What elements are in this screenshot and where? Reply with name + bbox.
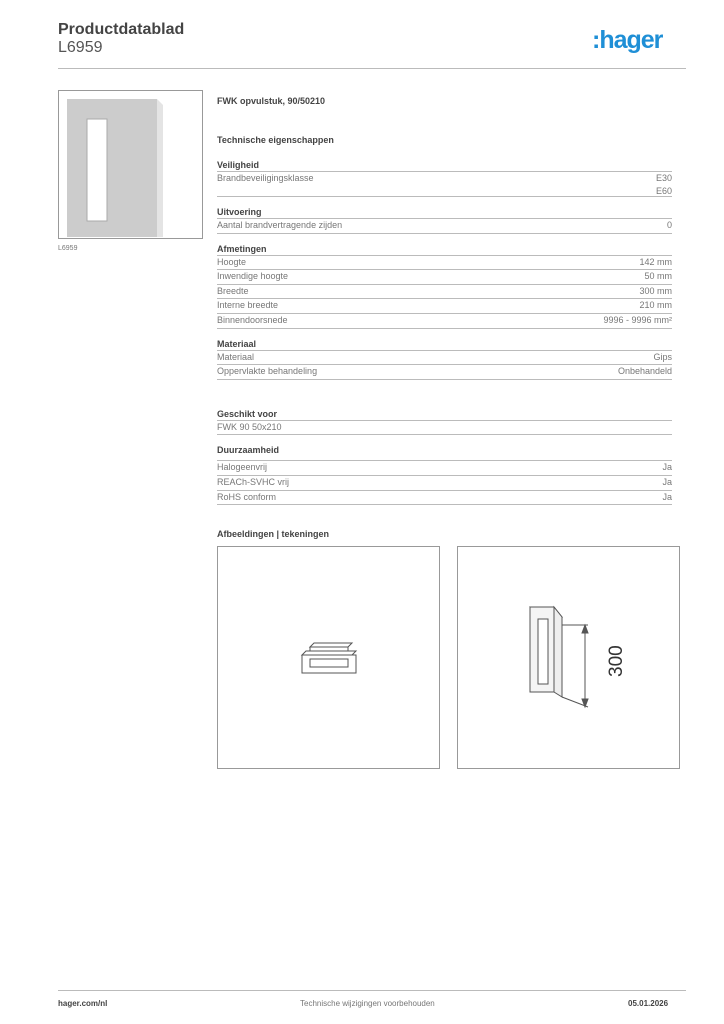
row-value: Onbehandeld [617,366,672,377]
row-value: E60 [655,186,672,196]
section-title: Veiligheid [217,160,672,172]
section-title: Afmetingen [217,244,672,256]
table-row [217,476,672,491]
row-label: Inwendige hoogte [217,271,289,282]
row-label: FWK 90 50x210 [217,421,282,432]
row-value: E30 [655,173,672,183]
row-label: REACh-SVHC vrij [217,476,290,487]
product-code: L6959 [58,39,103,56]
row-value: Gips [653,351,672,362]
hager-logo: :hager [592,26,663,54]
row-label: Interne breedte [217,300,279,311]
dimension-label: 300 [606,645,627,677]
footer-date: 05.01.2026 [628,999,669,1008]
header-divider [58,68,686,69]
footer-divider [58,990,686,991]
section-title: Uitvoering [217,207,672,219]
product-drawing-2 [457,546,680,769]
row-label: Breedte [217,285,249,296]
spec-table [217,96,672,554]
row-label: Oppervlakte behandeling [217,366,318,377]
section-title: Materiaal [217,339,672,351]
row-label: Aantal brandvertragende zijden [217,220,343,230]
thumbnail-caption: L6959 [58,245,78,252]
table-row [217,491,672,506]
product-title: FWK opvulstuk, 90/50210 [217,96,326,106]
row-value: 50 mm [644,271,672,282]
row-value: Ja [662,462,672,473]
table-row [217,172,672,197]
table-row [217,219,672,234]
row-value: Ja [662,491,672,502]
footer-disclaimer: Technische wijzigingen voorbehouden [300,999,435,1008]
row-value: 142 mm [639,256,672,267]
section-title: Duurzaamheid [217,445,672,461]
row-value: 0 [666,220,672,230]
table-row [217,270,672,285]
table-row [217,314,672,329]
row-value: 9996 - 9996 mm² [603,314,672,325]
page-title: Productdatablad [58,21,185,38]
row-label: Binnendoorsnede [217,314,288,325]
images-heading: Afbeeldingen | tekeningen [217,529,330,540]
table-row [217,256,672,271]
row-value: 210 mm [639,300,672,311]
tech-heading: Technische eigenschappen [217,135,334,145]
table-row [217,421,672,436]
row-label: Brandbeveiligingsklasse [217,173,314,183]
table-row [217,351,672,366]
product-thumbnail [58,90,203,239]
row-label: Halogeenvrij [217,462,268,473]
footer-website-link[interactable]: hager.com/nl [58,999,108,1008]
row-label: Hoogte [217,256,247,267]
table-row [217,285,672,300]
row-value: 300 mm [639,285,672,296]
row-label: Materiaal [217,351,255,362]
row-label: RoHS conform [217,491,277,502]
table-row [217,365,672,380]
row-value: Ja [662,476,672,487]
table-row [217,299,672,314]
section-title: Geschikt voor [217,409,672,421]
table-row [217,461,672,476]
product-drawing-1 [217,546,440,769]
